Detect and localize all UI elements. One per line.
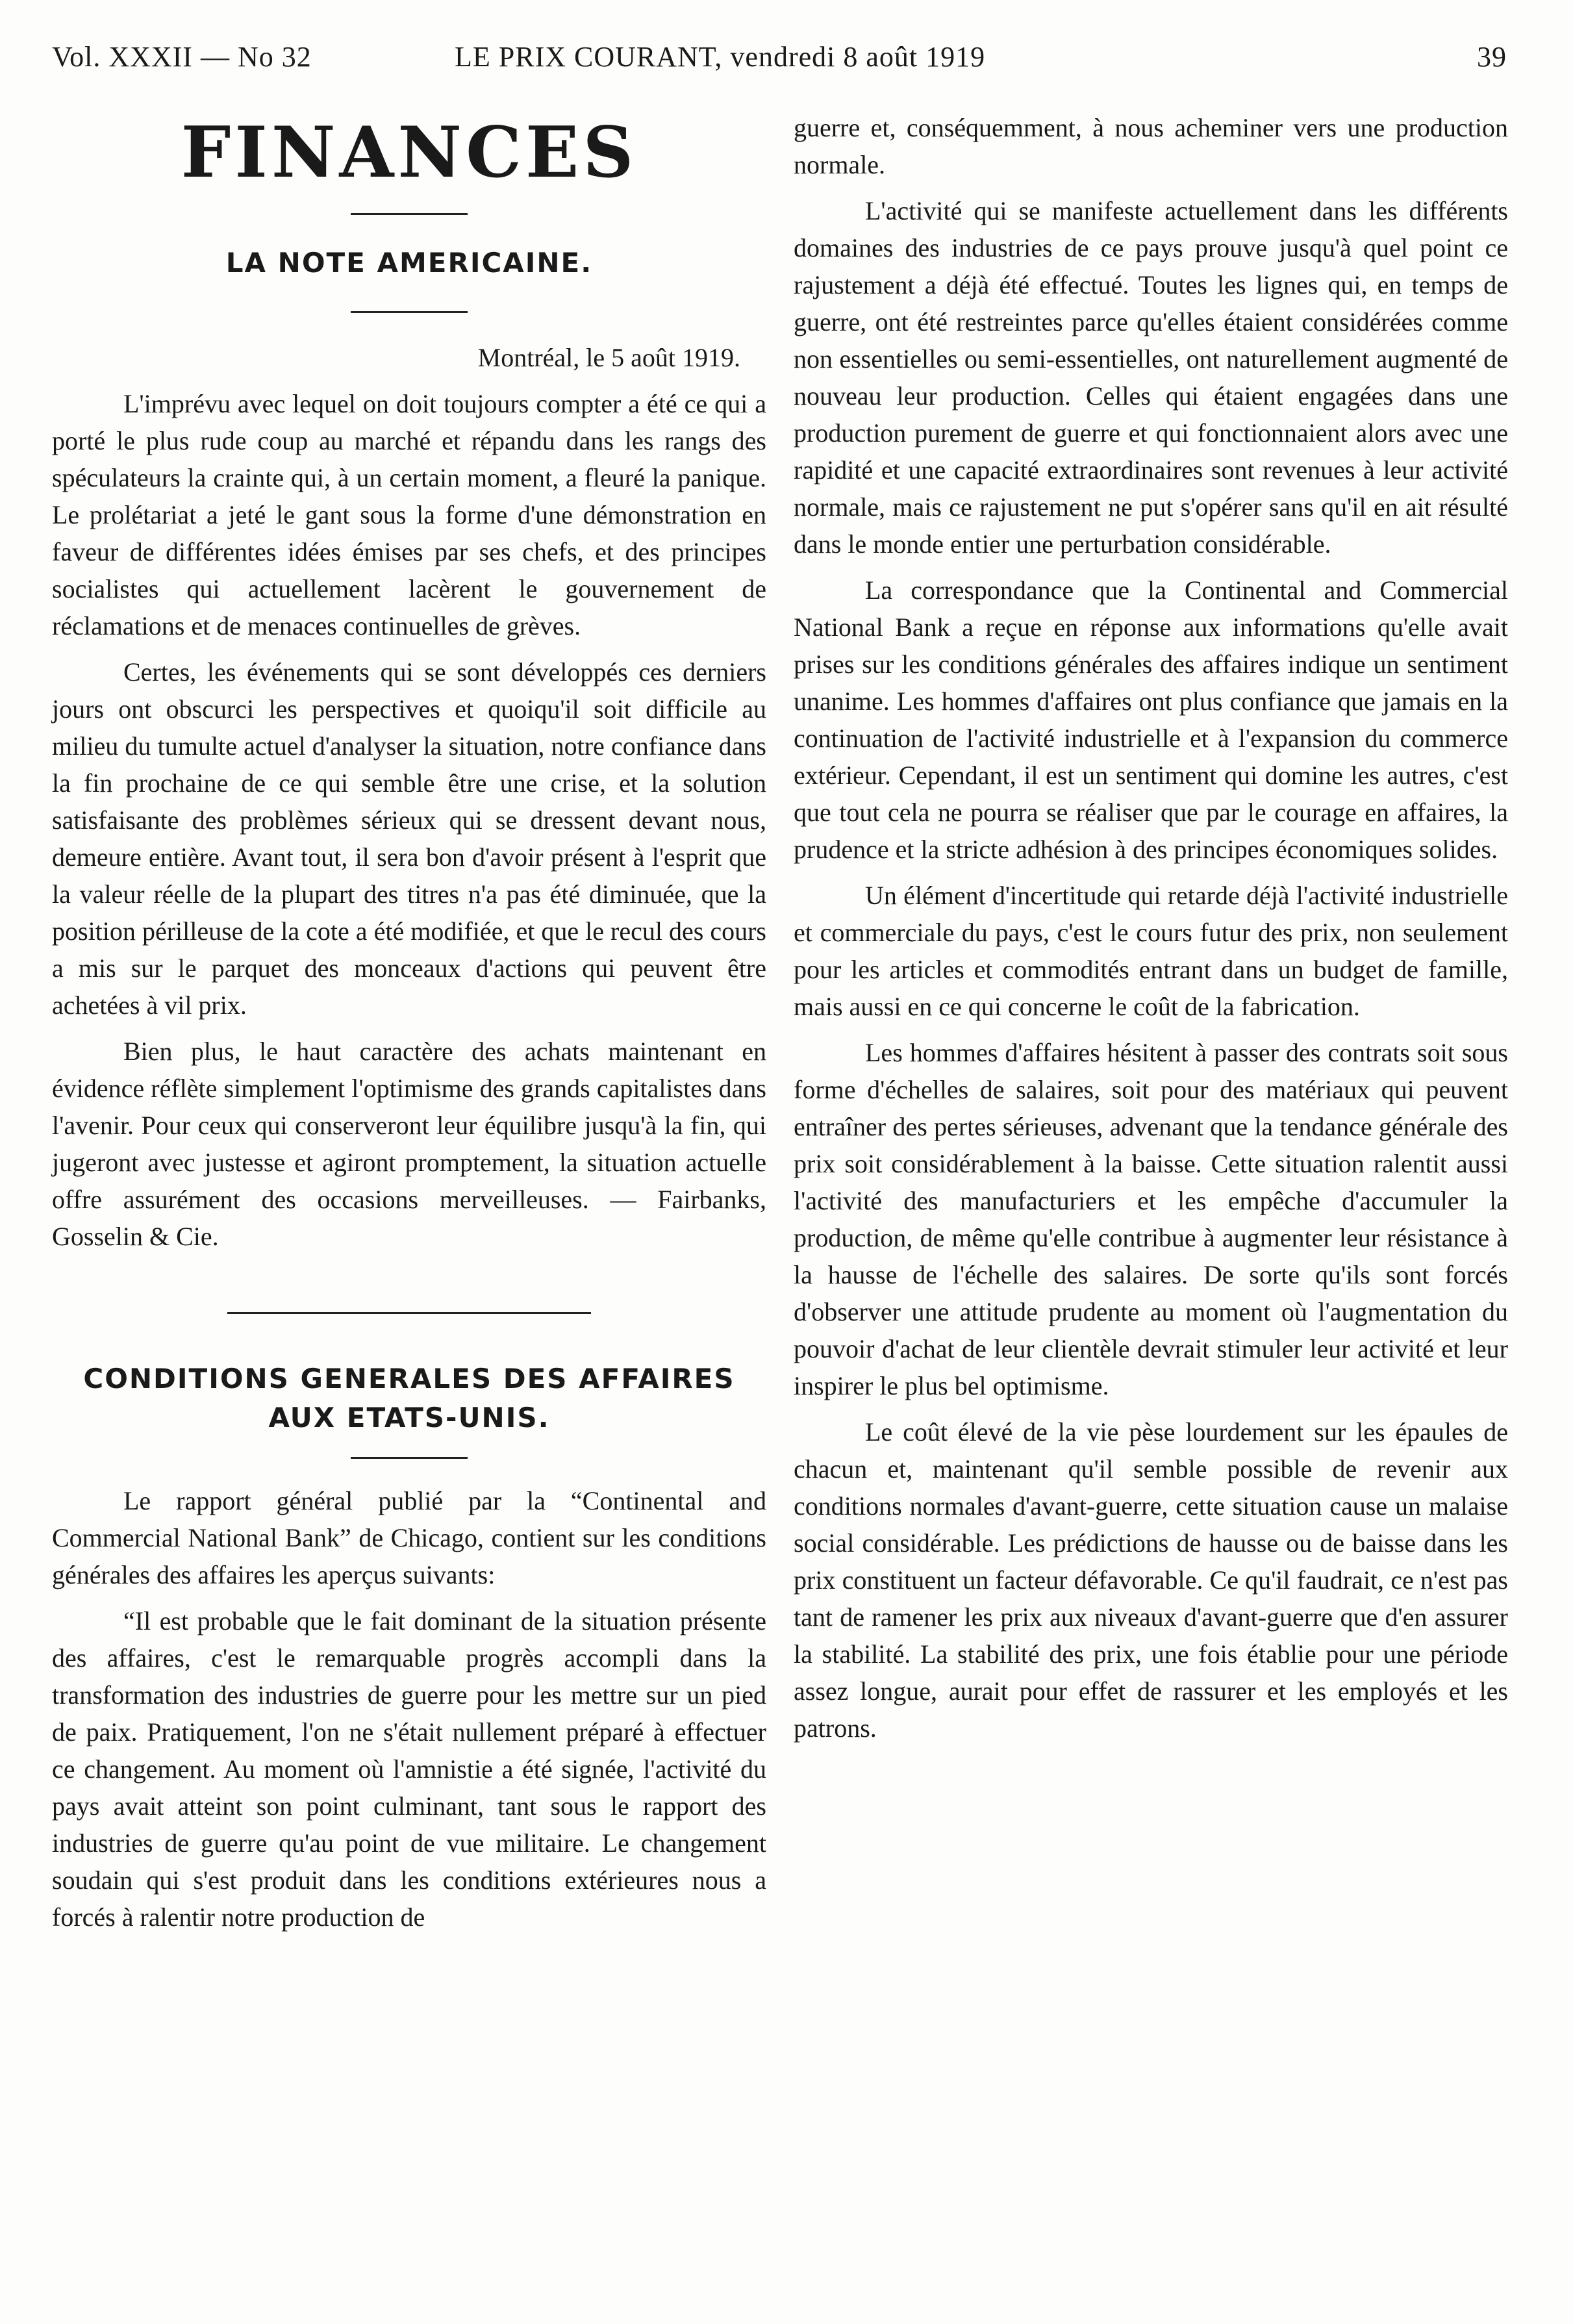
- paragraph: Certes, les événements qui se sont développés ces derniers jours ont obscurci les perspectives et quoiqu'il soit difficile au milieu du tumulte actuel d'analyser la situation, notre confiance dans la fin prochaine de ce qui semble être une crise, et la solution satisfaisante des problèmes sérieux qui se dressent devant nous, demeure entière. Avant tout, il sera bon d'avoir présent à l'esprit que la valeur réelle de la plupart des titres n'a pas été diminuée, que la position périlleuse de la cote a été modifiée, et que le recul des cours a mis sur le parquet des monceaux d'actions qui peuvent être achetées à vil prix.: [52, 657, 766, 1020]
- page-number: 39: [1477, 41, 1507, 73]
- left-column: [52, 110, 766, 1945]
- paragraph: Le rapport général publié par la “Continental and Commercial National Bank” de Chicago, contient sur les conditions générales des affaires les aperçus suivants:: [52, 1486, 766, 1589]
- article-heading: LA NOTE AMERICAINE.: [225, 247, 593, 279]
- volume-number: Vol. XXXII — No 32: [52, 41, 312, 73]
- article-heading: CONDITIONS GENERALES DES AFFAIRES AUX ETATS-UNIS.: [83, 1363, 735, 1434]
- paragraph: L'imprévu avec lequel on doit toujours compter a été ce qui a porté le plus rude coup au marché et répandu dans les rangs des spéculateurs la crainte qui, à un certain moment, a fleuré la panique. Le prolétariat a jeté le gant sous la forme d'une démonstration en faveur de différentes idées émises par ses chefs, et des principes socialistes qui actuellement lacèrent le gouvernement de réclamations et de menaces continuelles de grèves.: [52, 389, 766, 640]
- right-column: [794, 109, 1508, 1756]
- paragraph: La correspondance que la Continental and Commercial National Bank a reçue en réponse aux informations qu'elle avait prises sur les conditions générales des affaires indique un sentiment unanime. Les hommes d'affaires ont plus confiance que jamais en la continuation de l'activité industrielle et à l'expansion du commerce extérieur. Cependant, il est un sentiment qui domine les autres, c'est que tout cela ne pourra se réaliser que par le courage en affaires, la prudence et la stricte adhésion à des principes économiques solides.: [794, 575, 1508, 864]
- journal-date: LE PRIX COURANT, vendredi 8 août 1919: [455, 41, 986, 73]
- page-header: [52, 40, 1507, 79]
- paragraph: Les hommes d'affaires hésitent à passer des contrats soit sous forme d'échelles de salaires, soit pour des matériaux qui peuvent entraîner des pertes sérieuses, advenant que la tendance générale des prix soit considérablement à la baisse. Cette situation ralentit aussi l'activité des manufacturiers et les empêche d'accumuler la production, de même qu'elle contribue à augmenter leur résistance à la hausse de l'échelle des salaires. De sorte qu'ils sont forcés d'observer une attitude prudente au moment où l'augmentation du pouvoir d'achat de leur clientèle devrait stimuler leur activité et leur inspirer le plus bel optimisme.: [794, 1038, 1508, 1400]
- section-title: FINANCES: [181, 112, 638, 194]
- paragraph: Bien plus, le haut caractère des achats maintenant en évidence réflète simplement l'optimisme des grands capitalistes dans l'avenir. Pour ceux qui conserveront leur équilibre jusqu'à la fin, qui jugeront avec justesse et agiront promptement, la situation actuelle offre assurément des occasions merveilleuses. — Fairbanks, Gosselin & Cie.: [52, 1037, 766, 1251]
- paragraph: L'activité qui se manifeste actuellement dans les différents domaines des industries de ce pays prouve jusqu'à quel point ce rajustement a déjà été effectué. Toutes les lignes qui, en temps de guerre, ont été restreintes parce qu'elles étaient considérées comme non essentielles ou semi-essentielles, ont naturellement augmenté de nouveau leur production. Celles qui étaient engagées dans une production purement de guerre et qui fonctionnaient alors avec une rapidité et une capacité extraordinaires sont revenues à leur activité normale, mais ce rajustement ne put s'opérer sans qu'il en ait résulté dans le monde entier une perturbation considérable.: [794, 196, 1508, 559]
- paragraph: Le coût élevé de la vie pèse lourdement sur les épaules de chacun et, maintenant qu'il semble possible de revenir aux conditions normales d'avant-guerre, cette situation cause un malaise social considérable. Les prédictions de hausse ou de baisse dans les prix constituent un facteur défavorable. Ce qu'il faudrait, ce n'est pas tant de ramener les prix aux niveaux d'avant-guerre que d'en assurer la stabilité. La stabilité des prix, une fois établie pour une période assez longue, aurait pour effet de rassurer et les employés et les patrons.: [794, 1417, 1508, 1743]
- paragraph: Un élément d'incertitude qui retarde déjà l'activité industrielle et commerciale du pays, c'est le cours futur des prix, non seulement pour les articles et commodités entrant dans un budget de famille, mais aussi en ce qui concerne le coût de la fabrication.: [794, 881, 1508, 1021]
- divider: [351, 311, 468, 313]
- dateline: Montréal, le 5 août 1919.: [477, 343, 740, 372]
- divider: [351, 1457, 468, 1459]
- paragraph: “Il est probable que le fait dominant de la situation présente des affaires, c'est le remarquable progrès accompli dans la transformation des industries de guerre pour les mettre sur un pied de paix. Pratiquement, l'on ne s'était nullement préparé à effectuer ce changement. Au moment où l'amnistie a été signée, l'activité du pays avait atteint son point culminant, tant sous le rapport des industries de guerre qu'au point de vue militaire. Le changement soudain qui s'est produit dans les conditions extérieures nous a forcés à ralentir notre production de: [52, 1606, 766, 1932]
- paragraph: guerre et, conséquemment, à nous acheminer vers une production normale.: [794, 113, 1508, 179]
- divider: [227, 1312, 591, 1314]
- divider: [351, 213, 468, 215]
